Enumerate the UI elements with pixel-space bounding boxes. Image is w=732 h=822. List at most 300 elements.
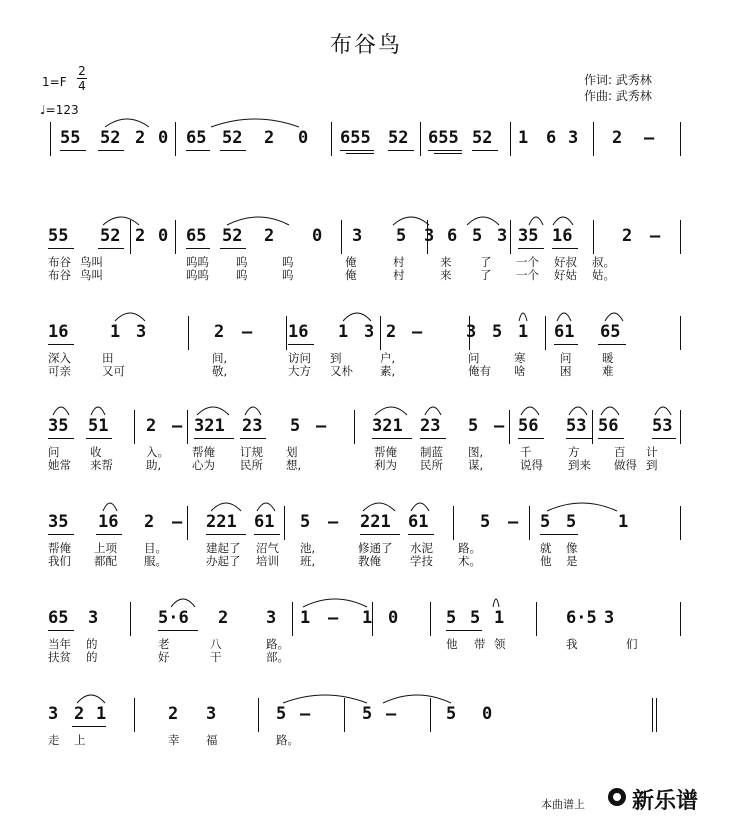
lyric-syllable: 来 (440, 268, 452, 282)
note: 1 (494, 608, 505, 628)
lyric-syllable: 难 (602, 364, 614, 378)
lyric-syllable: 是 (566, 554, 578, 568)
note: 65 (48, 608, 69, 628)
slur-arc (604, 308, 624, 322)
lyric-syllable: 帮俺 (192, 445, 215, 459)
note: 1 (110, 322, 121, 342)
beam-underline (254, 534, 280, 535)
beam-underline (428, 150, 462, 151)
note: 3 (424, 226, 435, 246)
lyric-syllable: 来帮 (90, 458, 113, 472)
note: 5 (446, 704, 457, 724)
lyric-syllable: 到来 (568, 458, 591, 472)
note: 2 (612, 128, 623, 148)
note: 52 (222, 128, 243, 148)
note: 1 (518, 128, 529, 148)
lyric-syllable: 他 (446, 637, 458, 651)
note: 3 (88, 608, 99, 628)
lyric-syllable: 八 (210, 637, 222, 651)
barline (187, 410, 188, 444)
lyric-syllable: 田 (102, 351, 114, 365)
barline (50, 122, 51, 156)
lyric-syllable: 方 (568, 445, 580, 459)
lyric-syllable: 呜 (236, 268, 248, 282)
note: 61 (254, 512, 275, 532)
slur-arc (382, 690, 452, 704)
brand-logo: 新乐谱 (632, 789, 699, 814)
beam-underline (186, 150, 210, 151)
beam-underline (288, 344, 314, 345)
note: 5 (300, 512, 311, 532)
beam-underline (158, 630, 198, 631)
note: 35 (518, 226, 539, 246)
lyric-syllable: 服。 (144, 554, 167, 568)
credits (584, 72, 652, 104)
note: – (316, 416, 327, 436)
beam-underline (518, 248, 544, 249)
lyric-syllable: 路。 (458, 541, 481, 555)
lyric-syllable: 百 (614, 445, 626, 459)
note: 1 (300, 608, 311, 628)
lyric-syllable: 帮俺 (374, 445, 397, 459)
note: – (328, 608, 339, 628)
lyric-syllable: 民所 (240, 458, 263, 472)
beam-underline (206, 534, 246, 535)
barline (258, 698, 259, 732)
lyric-syllable: 了 (480, 255, 492, 269)
lyric-syllable: 路。 (266, 637, 289, 651)
lyric-syllable: 帮俺 (48, 541, 71, 555)
beam-underline (518, 438, 544, 439)
barline (545, 316, 546, 350)
lyric-syllable: 敬, (212, 364, 228, 378)
lyric-syllable: 建起了 (206, 541, 241, 555)
lyric-syllable: 扶贫 (48, 650, 71, 664)
note: – (386, 704, 397, 724)
beam-underline (48, 534, 74, 535)
note: 23 (242, 416, 263, 436)
note: 52 (472, 128, 493, 148)
beam-underline (566, 438, 592, 439)
slur-arc (410, 498, 430, 512)
lyric-syllable: 深入 (48, 351, 71, 365)
beam-underline (340, 150, 374, 151)
lyric-syllable: 俺有 (468, 364, 491, 378)
lyric-syllable: 收 (90, 445, 102, 459)
beam-underline-double (434, 153, 462, 154)
slur-arc (196, 402, 230, 416)
slur-arc (492, 594, 500, 608)
note: 56 (518, 416, 539, 436)
lyric-syllable: 好 (158, 650, 170, 664)
note: – (328, 512, 339, 532)
lyric-syllable: 们 (626, 637, 638, 651)
note: 5 (446, 608, 457, 628)
lyric-syllable: 他 (540, 554, 552, 568)
lyric-syllable: 访问 (288, 351, 311, 365)
slur-arc (546, 498, 618, 512)
slur-arc (210, 114, 300, 128)
note: 221 (360, 512, 391, 532)
barline (292, 602, 293, 636)
lyric-syllable: 来 (440, 255, 452, 269)
barline (420, 122, 421, 156)
lyric-syllable: 谋, (468, 458, 484, 472)
lyric-syllable: 大方 (288, 364, 311, 378)
slur-arc (654, 402, 672, 416)
note: 5·6 (158, 608, 189, 628)
slur-arc (210, 498, 242, 512)
lyric-syllable: 到 (330, 351, 342, 365)
note: – (172, 512, 183, 532)
lyric-syllable: 培训 (256, 554, 279, 568)
lyric-syllable: 领 (494, 637, 506, 651)
barline (680, 220, 681, 254)
lyric-syllable: 我们 (48, 554, 71, 568)
slur-arc (568, 402, 588, 416)
song-title: 布谷鸟 (329, 33, 402, 58)
lyric-syllable: 沼气 (256, 541, 279, 555)
beam-underline (194, 438, 234, 439)
barline (680, 122, 681, 156)
note: 5 (396, 226, 407, 246)
note: 0 (482, 704, 493, 724)
beam-underline (96, 534, 122, 535)
beam-underline (60, 150, 86, 151)
lyric-syllable: 暖 (602, 351, 614, 365)
note: 51 (88, 416, 109, 436)
beam-underline (540, 534, 578, 535)
slur-arc (518, 308, 528, 322)
lyric-syllable: 做得 (614, 458, 637, 472)
beam-underline (48, 344, 74, 345)
note: 5 (480, 512, 491, 532)
slur-arc (226, 212, 290, 226)
note: 3 (497, 226, 508, 246)
note: 3 (266, 608, 277, 628)
beam-underline (98, 150, 124, 151)
note: 5 (290, 416, 301, 436)
barline (593, 220, 594, 254)
lyric-syllable: 助, (146, 458, 162, 472)
lyric-syllable: 干 (210, 650, 222, 664)
lyric-syllable: 走 (48, 733, 60, 747)
lyric-syllable: 的 (86, 650, 98, 664)
note: 35 (48, 416, 69, 436)
slur-arc (114, 308, 146, 322)
beam-underline (554, 344, 578, 345)
beam-underline (552, 248, 578, 249)
barline (134, 698, 135, 732)
barline (354, 410, 355, 444)
lyric-syllable: 又朴 (330, 364, 353, 378)
barline (509, 410, 510, 444)
lyric-syllable: 呜呜 (186, 268, 209, 282)
barline (175, 220, 176, 254)
lyric-syllable: 教俺 (358, 554, 381, 568)
note: 3 (206, 704, 217, 724)
note: 6·5 (566, 608, 597, 628)
lyric-syllable: 布谷 (48, 268, 71, 282)
note: 55 (60, 128, 81, 148)
note: 5 (492, 322, 503, 342)
note: 1 (362, 608, 373, 628)
lyric-syllable: 老 (158, 637, 170, 651)
lyric-syllable: 姑。 (592, 268, 615, 282)
lyric-syllable: 一个 (516, 255, 539, 269)
beam-underline (420, 438, 446, 439)
barline (510, 220, 511, 254)
note: 3 (364, 322, 375, 342)
barline (134, 410, 135, 444)
note: 35 (48, 512, 69, 532)
time-signature (76, 64, 88, 93)
note: 0 (298, 128, 309, 148)
barline (592, 410, 593, 444)
lyric-syllable: 办起了 (206, 554, 241, 568)
slur-arc (556, 308, 572, 322)
quarter-note-icon: ♩ (40, 103, 46, 117)
note: 61 (408, 512, 429, 532)
beam-underline (472, 150, 498, 151)
lyric-syllable: 的 (86, 637, 98, 651)
beam-underline (598, 438, 624, 439)
lyric-syllable: 图, (468, 445, 484, 459)
slur-arc (90, 402, 106, 416)
key-signature: 1=F (42, 75, 67, 89)
note: 3 (568, 128, 579, 148)
note: 53 (652, 416, 673, 436)
lyric-syllable: 好叔 (554, 255, 577, 269)
lyric-syllable: 啥 (514, 364, 526, 378)
note: 1 (96, 704, 107, 724)
note: 1 (518, 322, 529, 342)
note: 6 (447, 226, 458, 246)
lyric-syllable: 村 (393, 255, 405, 269)
note: 2 (74, 704, 85, 724)
lyric-syllable: 间, (212, 351, 228, 365)
beam-underline (98, 248, 124, 249)
note: 53 (566, 416, 587, 436)
note: 61 (554, 322, 575, 342)
time-signature-top: 2 (78, 64, 86, 78)
slur-arc (392, 212, 430, 226)
note: 321 (372, 416, 403, 436)
beam-underline (360, 534, 400, 535)
note: 5 (468, 416, 479, 436)
note: 1 (618, 512, 629, 532)
lyric-syllable: 修通了 (358, 541, 393, 555)
lyric-syllable: 布谷 (48, 255, 71, 269)
slur-arc (102, 498, 118, 512)
beam-underline-double (346, 153, 374, 154)
note: 2 (214, 322, 225, 342)
slur-arc (52, 402, 70, 416)
lyric-syllable: 可亲 (48, 364, 71, 378)
note: 52 (100, 128, 121, 148)
lyric-syllable: 制蓝 (420, 445, 443, 459)
time-signature-bottom: 4 (78, 79, 86, 93)
note: 3 (466, 322, 477, 342)
lyric-syllable: 好姑 (554, 268, 577, 282)
slur-arc (282, 690, 368, 704)
lyric-syllable: 福 (206, 733, 218, 747)
note: 221 (206, 512, 237, 532)
barline (652, 698, 653, 732)
lyric-syllable: 寒 (514, 351, 526, 365)
lyric-syllable: 民所 (420, 458, 443, 472)
beam-underline (48, 438, 74, 439)
barline (380, 316, 381, 350)
note: 2 (144, 512, 155, 532)
barline (341, 220, 342, 254)
lyric-syllable: 我 (566, 637, 578, 651)
barline (510, 122, 511, 156)
barline (536, 602, 537, 636)
barline (529, 506, 530, 540)
lyric-syllable: 千 (520, 445, 532, 459)
barline (453, 506, 454, 540)
beam-underline (48, 630, 74, 631)
slur-arc (102, 212, 140, 226)
lyric-syllable: 当年 (48, 637, 71, 651)
lyric-syllable: 幸 (168, 733, 180, 747)
lyric-syllable: 都配 (94, 554, 117, 568)
lyric-syllable: 上 (74, 733, 86, 747)
note: 3 (48, 704, 59, 724)
note: 55 (48, 226, 69, 246)
note: 1 (338, 322, 349, 342)
beam-underline (220, 150, 246, 151)
slur-arc (466, 212, 500, 226)
lyric-syllable: 心为 (192, 458, 215, 472)
beam-underline (220, 248, 246, 249)
lyric-syllable: 困 (560, 364, 572, 378)
note: 2 (264, 128, 275, 148)
note: 2 (386, 322, 397, 342)
note: – (508, 512, 519, 532)
lyric-syllable: 又可 (102, 364, 125, 378)
note: – (242, 322, 253, 342)
note: 5 (362, 704, 373, 724)
note: 65 (186, 128, 207, 148)
lyric-syllable: 呜 (282, 268, 294, 282)
slur-arc (170, 594, 196, 608)
lyric-syllable: 问 (468, 351, 480, 365)
lyric-syllable: 问 (48, 445, 60, 459)
note: 0 (158, 226, 169, 246)
note: 321 (194, 416, 225, 436)
beam-underline (372, 438, 412, 439)
lyric-syllable: 入。 (146, 445, 169, 459)
slur-arc (552, 212, 574, 226)
barline (188, 316, 189, 350)
barline (130, 602, 131, 636)
note: 52 (388, 128, 409, 148)
lyric-syllable: 叔。 (592, 255, 615, 269)
lyric-syllable: 鸟叫 (80, 255, 103, 269)
barline (656, 698, 657, 732)
lyric-syllable: 到 (646, 458, 658, 472)
slur-arc (374, 402, 408, 416)
record-icon (608, 788, 626, 806)
note: 2 (135, 226, 146, 246)
note: 16 (48, 322, 69, 342)
note: 2 (218, 608, 229, 628)
barline (430, 602, 431, 636)
slur-arc (244, 402, 262, 416)
lyric-syllable: 路。 (276, 733, 299, 747)
lyric-syllable: 水泥 (410, 541, 433, 555)
note: 65 (600, 322, 621, 342)
lyric-syllable: 班, (300, 554, 316, 568)
lyric-syllable: 呜 (282, 255, 294, 269)
lyric-syllable: 术。 (458, 554, 481, 568)
note: 65 (186, 226, 207, 246)
lyric-syllable: 了 (480, 268, 492, 282)
barline (680, 410, 681, 444)
footer-text: 本曲谱上 (541, 798, 585, 811)
note: 5 (472, 226, 483, 246)
lyric-syllable: 就 (540, 541, 552, 555)
lyric-syllable: 上项 (94, 541, 117, 555)
slur-arc (256, 498, 276, 512)
note: 5 (276, 704, 287, 724)
note: 2 (168, 704, 179, 724)
note: 16 (552, 226, 573, 246)
barline (175, 122, 176, 156)
lyric-syllable: 池, (300, 541, 316, 555)
note: 52 (222, 226, 243, 246)
lyric-syllable: 订规 (240, 445, 263, 459)
lyricist: 作词: 武秀林 (584, 73, 652, 87)
barline (331, 122, 332, 156)
beam-underline (652, 438, 676, 439)
lyric-syllable: 利为 (374, 458, 397, 472)
note: 655 (428, 128, 459, 148)
tempo-value: =123 (45, 103, 79, 117)
barline (680, 316, 681, 350)
slur-arc (362, 498, 396, 512)
slur-arc (302, 594, 368, 608)
note: 3 (604, 608, 615, 628)
slur-arc (342, 308, 372, 322)
note: 52 (100, 226, 121, 246)
lyric-syllable: 户, (380, 351, 396, 365)
tempo-marking (40, 102, 79, 118)
beam-underline (408, 534, 434, 535)
beam-underline (598, 344, 626, 345)
note: 2 (264, 226, 275, 246)
lyric-syllable: 呜呜 (186, 255, 209, 269)
lyric-syllable: 呜 (236, 255, 248, 269)
beam-underline (86, 438, 112, 439)
lyric-syllable: 说得 (520, 458, 543, 472)
barline (593, 122, 594, 156)
note: 16 (288, 322, 309, 342)
slur-arc (528, 212, 544, 226)
lyric-syllable: 目。 (144, 541, 167, 555)
lyric-syllable: 带 (474, 637, 486, 651)
lyric-syllable: 想, (286, 458, 302, 472)
note: 5 (540, 512, 551, 532)
slur-arc (520, 402, 540, 416)
slur-arc (600, 402, 620, 416)
note: 5 (470, 608, 481, 628)
note: 3 (352, 226, 363, 246)
note: – (650, 226, 661, 246)
slur-arc (76, 690, 106, 704)
